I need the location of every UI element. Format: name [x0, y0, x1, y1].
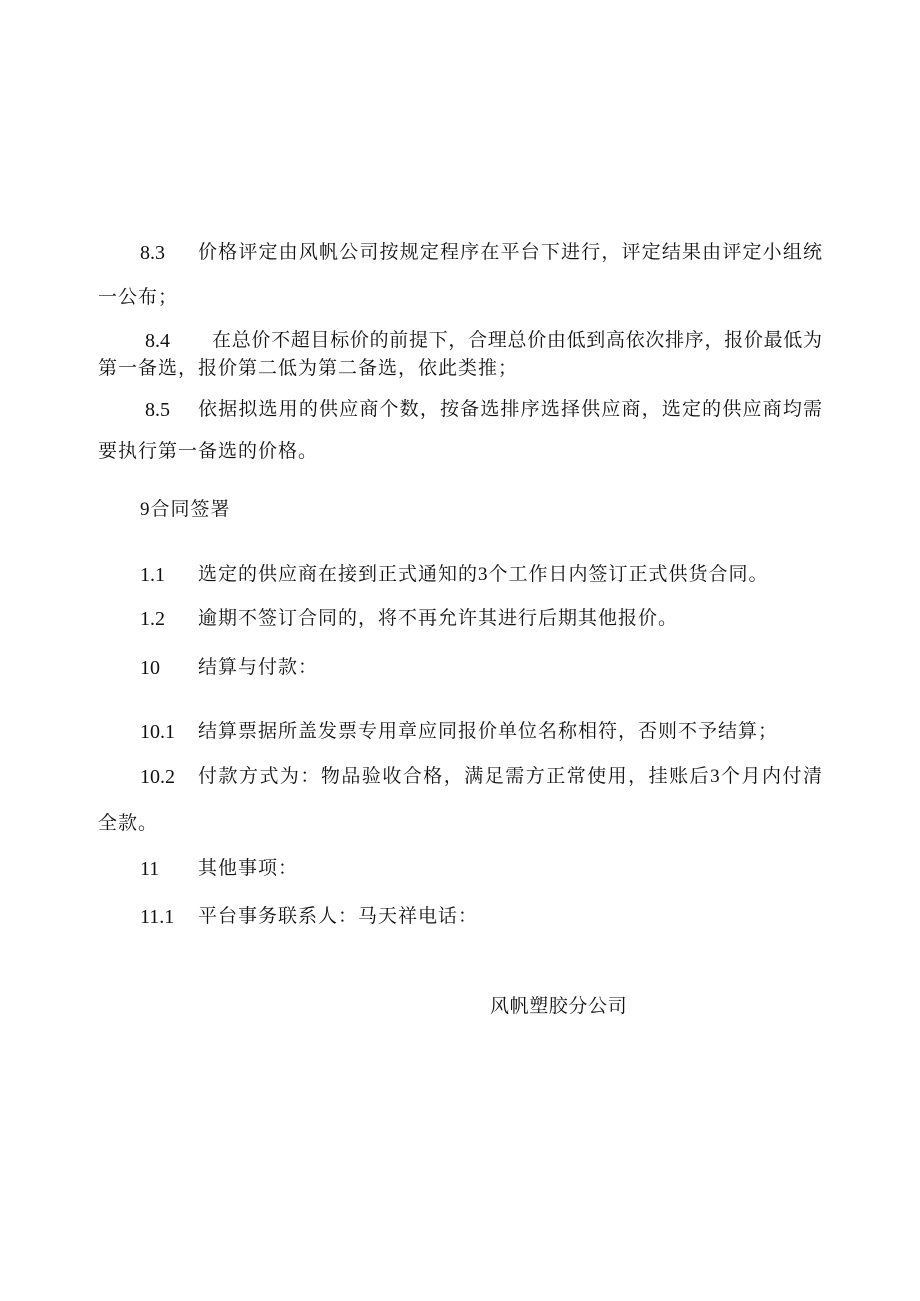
clause-text: 在总价不超目标价的前提下，合理总价由低到高依次排序，报价最低为: [212, 330, 822, 351]
clause-number: 8.4: [145, 330, 170, 352]
clause-10-2-line1: [0, 765, 920, 789]
section-title: 其他事项：: [198, 858, 299, 879]
section-number: 11: [140, 858, 160, 880]
clause-text: 价格评定由风帆公司按规定程序在平台下进行，评定结果由评定小组统: [198, 242, 822, 263]
clause-text: 选定的供应商在接到正式通知的3个工作日内签订正式供货合同。: [198, 564, 769, 585]
clause-8-4-line1: [0, 329, 920, 353]
clause-8-4-line2: 第一备选，报价第二低为第二备选，依此类推；: [98, 358, 519, 379]
clause-number: 1.2: [140, 608, 165, 630]
clause-number: 8.3: [140, 242, 165, 264]
section-10-heading: [0, 656, 920, 680]
clause-text: 逾期不签订合同的，将不再允许其进行后期其他报价。: [198, 608, 679, 629]
clause-1-1: [0, 563, 920, 587]
clause-8-3-line1: [0, 241, 920, 265]
clause-text: 平台事务联系人：马天祥电话：: [198, 906, 479, 927]
section-11-heading: [0, 857, 920, 881]
clause-text: 付款方式为：物品验收合格，满足需方正常使用，挂账后3个月内付清: [198, 766, 822, 787]
clause-10-2-line2: 全款。: [98, 813, 159, 834]
clause-1-2: [0, 607, 920, 631]
signature-company: 风帆塑胶分公司: [490, 996, 628, 1017]
clause-10-1: [0, 720, 920, 744]
clause-8-5-line1: [0, 398, 920, 422]
clause-text: 结算票据所盖发票专用章应同报价单位名称相符，否则不予结算；: [198, 721, 779, 742]
clause-8-3-line2: 一公布；: [98, 287, 179, 308]
clause-number: 11.1: [140, 906, 175, 928]
clause-11-1: [0, 905, 920, 929]
clause-number: 10.1: [140, 721, 175, 743]
section-9-heading: 9合同签署: [140, 499, 231, 520]
clause-number: 10.2: [140, 766, 175, 788]
clause-number: 1.1: [140, 564, 165, 586]
clause-number: 8.5: [145, 399, 170, 421]
section-number: 10: [140, 657, 160, 679]
clause-text: 依据拟选用的供应商个数，按备选排序选择供应商，选定的供应商均需: [198, 399, 822, 420]
clause-8-5-line2: 要执行第一备选的价格。: [98, 441, 319, 462]
section-title: 结算与付款：: [198, 657, 319, 678]
